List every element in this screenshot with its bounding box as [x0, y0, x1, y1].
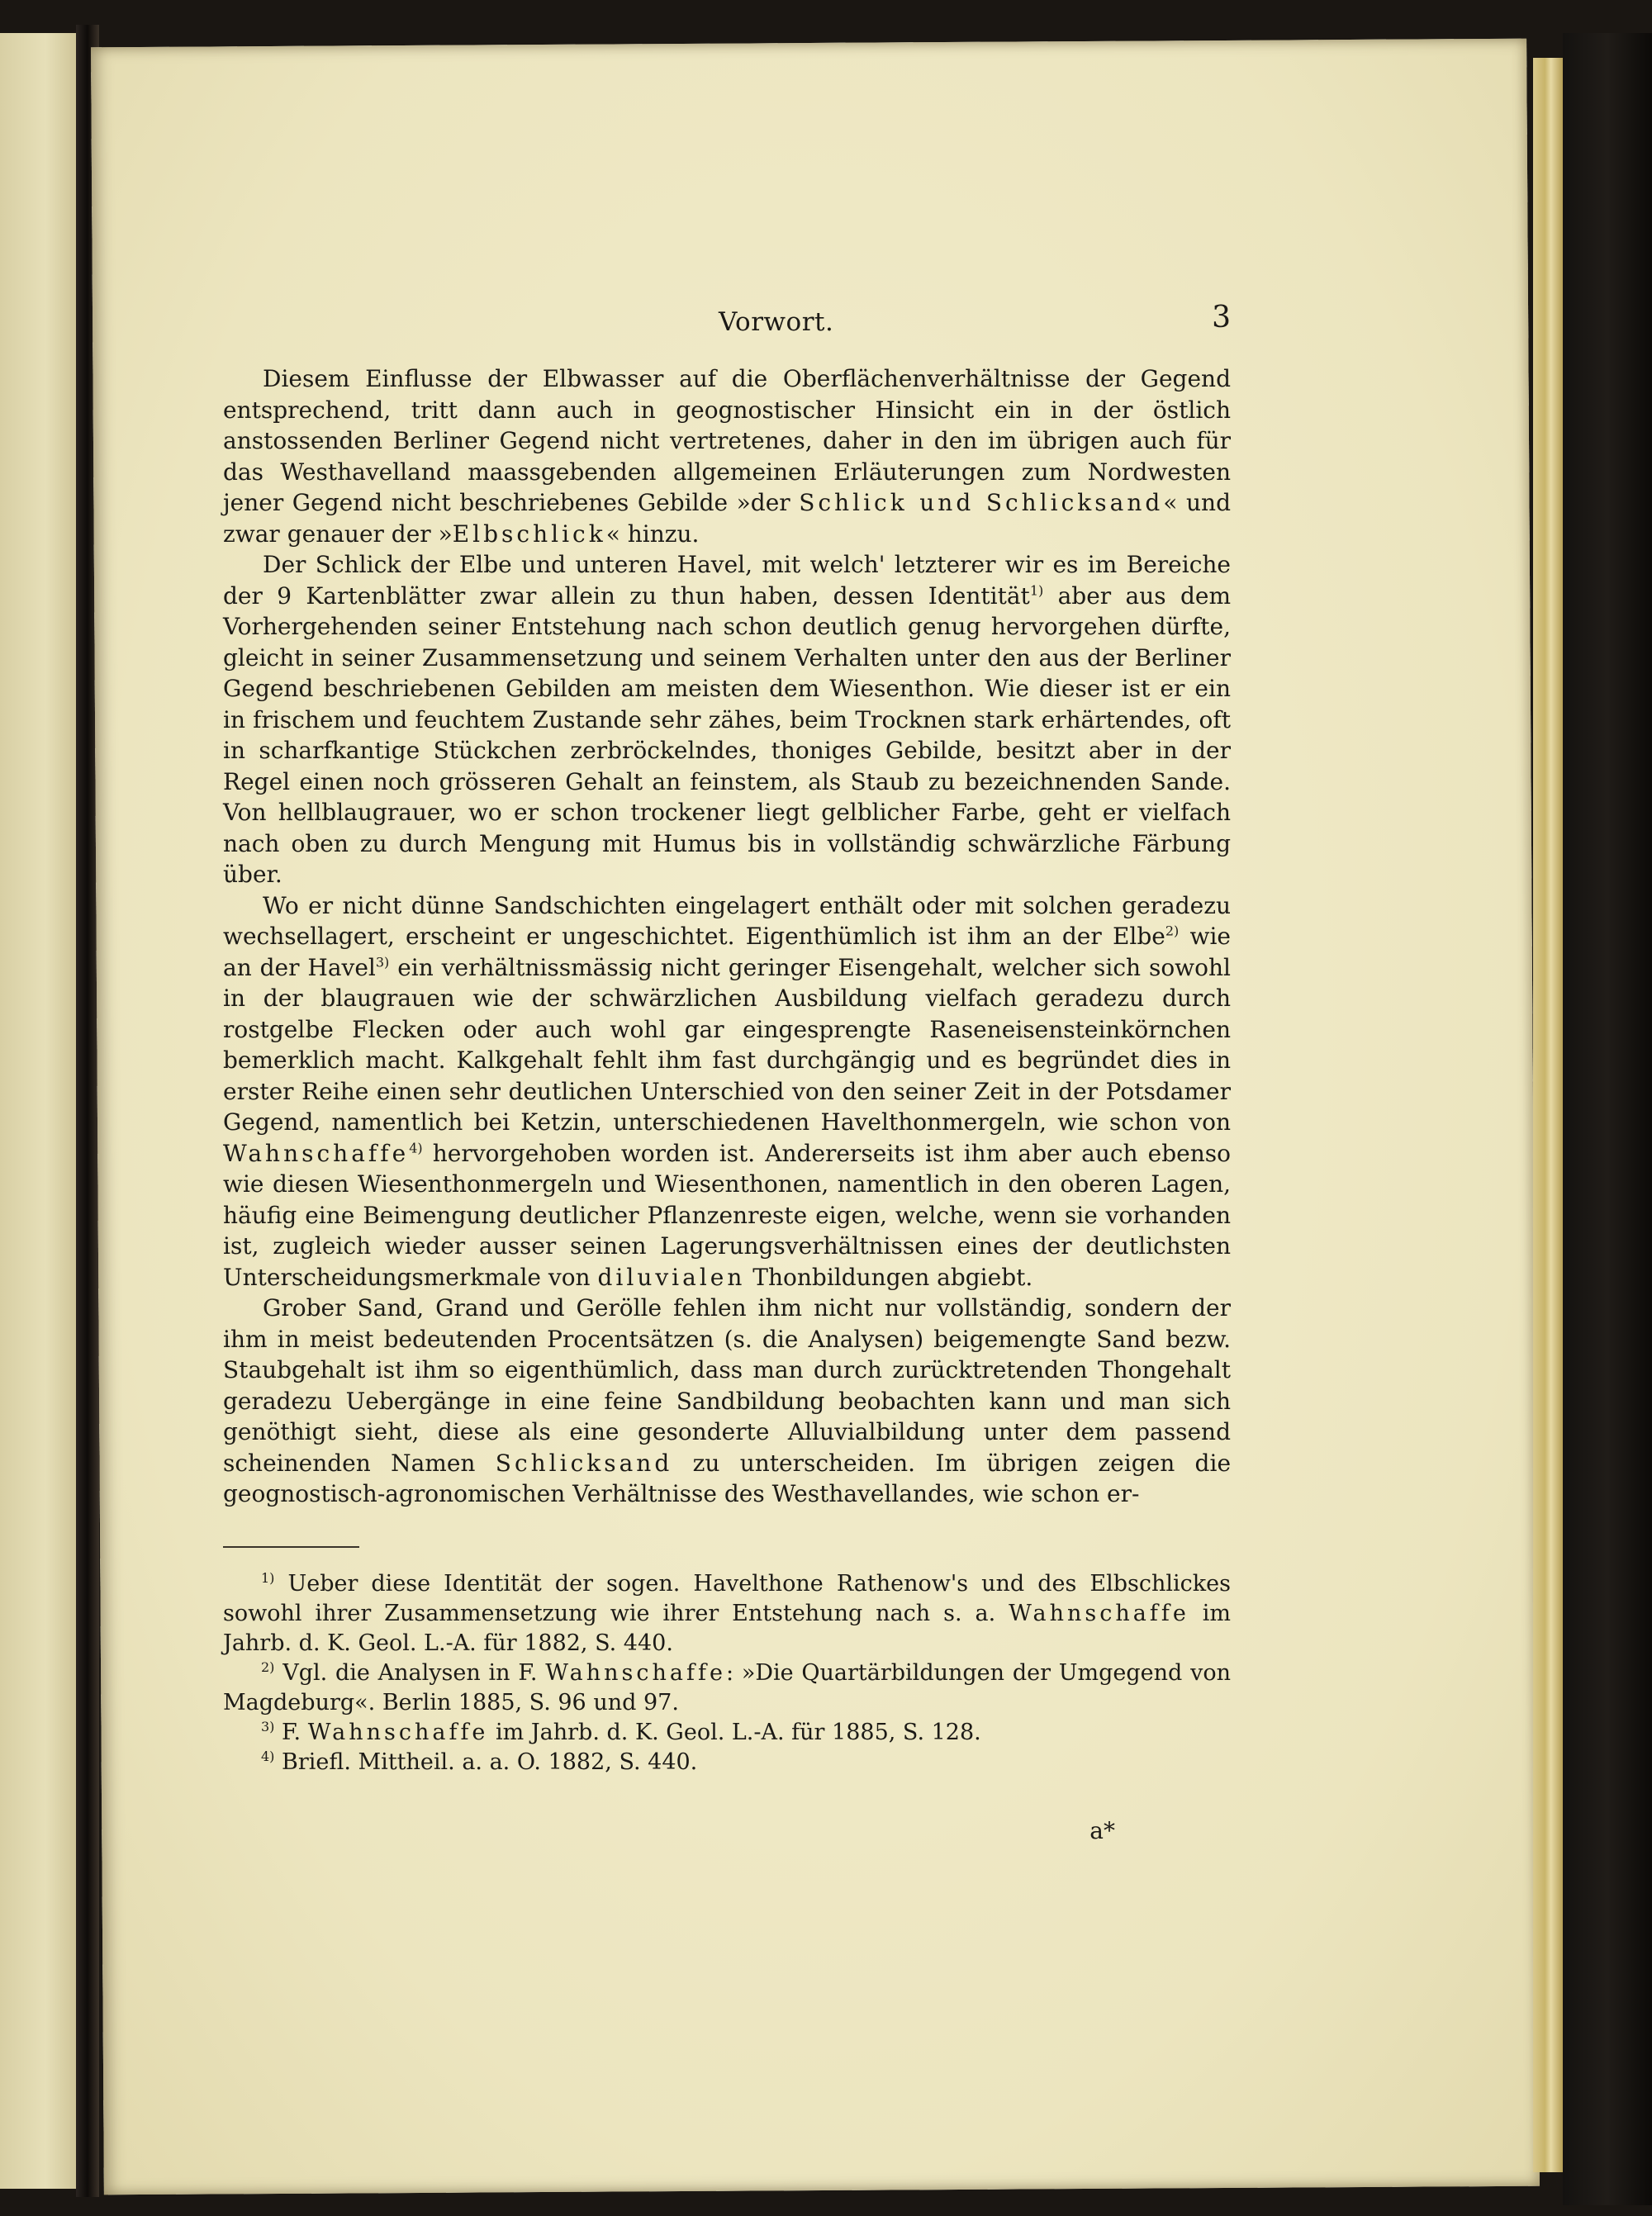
text-run: F. [274, 1719, 308, 1745]
text-run: « und zwar genauer der » [223, 489, 1231, 548]
text-run: Thonbildungen abgiebt. [745, 1263, 1033, 1291]
paragraph-1 [223, 363, 1231, 549]
footnote-ref: 2) [1165, 923, 1180, 939]
paragraph-4 [223, 1293, 1231, 1510]
footnote-3 [223, 1718, 1231, 1748]
text-run: Wo er nicht dünne Sandschichten eingelagert enthält oder mit solchen geradezu wechsellagert, erscheint er ungeschichtet. Eigenthümlich ist ihm an der Elbe [223, 891, 1231, 950]
page-number: 3 [1212, 301, 1231, 335]
text-run: hervorgehoben worden ist. Andererseits ist ihm aber auch ebenso wie diesen Wiesenthonmergeln und Wiesenthonen, namentlich in den oberen Lagen, häufig eine Beimengung deutlicher Pflanzenreste eigen, welche, wenn sie vorhanden ist, zugleich wieder ausser seinen Lagerungsverhältnissen eines der deutlichsten Unterscheidungsmerkmale von [223, 1139, 1231, 1291]
footnotes [223, 1569, 1231, 1777]
text-block [223, 297, 1232, 1844]
page-edges [1533, 58, 1563, 2172]
paragraph-2 [223, 549, 1231, 890]
signature-mark: a* [1089, 1817, 1115, 1844]
text-run: Ueber diese Identität der sogen. Havelthone Rathenow's und des Elbschlickes sowohl ihrer Zusammensetzung wie ihrer Entstehung nach s. a. [223, 1570, 1231, 1626]
running-header [223, 297, 1231, 347]
text-run: im Jahrb. d. K. Geol. L.-A. für 1882, S. 440. [223, 1600, 1231, 1656]
footnote-marker: 2) [261, 1658, 275, 1675]
footnote-ref: 3) [375, 954, 390, 970]
text-run: : »Die Quartärbildungen der Umgegend von Magdeburg«. Berlin 1885, S. 96 und 97. [223, 1659, 1232, 1715]
body-text [223, 363, 1231, 1510]
footnote-2 [223, 1658, 1231, 1718]
text-run: Der Schlick der Elbe und unteren Havel, mit welch' letzterer wir es im Bereiche der 9 Kartenblätter zwar allein zu thun haben, dessen Identität [223, 551, 1231, 610]
left-facing-page [0, 33, 76, 2189]
text-run: wie an der Havel [223, 923, 1231, 981]
text-run: Diesem Einflusse der Elbwasser auf die Oberflächenverhältnisse der Gegend entsprechend, tritt dann auch in geognostischer Hinsicht ein in der östlich anstossenden Berliner Gegend nicht vertretenes, daher in den im übrigen auch für das Westhavelland maassgebenden allgemeinen Erläuterungen zum Nordwesten jener Gegend nicht beschriebenes Gebilde »der [223, 365, 1231, 516]
paragraph-3 [223, 890, 1231, 1293]
footnote-marker: 3) [261, 1718, 275, 1734]
text-run: « hinzu. [605, 520, 700, 548]
text-run: aber aus dem Vorhergehenden seiner Entstehung nach schon deutlich genug hervorgehen dürfte, gleicht in seiner Zusammensetzung und seinem Verhalten unter den aus der Berliner Gegend beschriebenen Gebilden am meisten dem Wiesenthon. Wie dieser ist er ein in frischem und feuchtem Zustande sehr zähes, beim Trocknen stark erhärtendes, oft in scharfkantige Stückchen zerbröckelndes, thoniges Gebilde, besitzt aber in der Regel einen noch grösseren Gehalt an feinstem, als Staub zu bezeichnenden Sande. Von hellblaugrauer, wo er schon trockener liegt gelblicher Farbe, geht er vielfach nach oben zu durch Mengung mit Humus bis in vollständig schwärzliche Färbung über. [223, 581, 1231, 888]
spaced-term: Schlick und Schlicksand [799, 489, 1164, 516]
book-cover-edge [1563, 33, 1652, 2205]
spaced-term: diluvialen [597, 1263, 746, 1291]
page-title: Vorwort. [719, 307, 834, 337]
text-run: Grober Sand, Grand und Gerölle fehlen ihm nicht nur vollständig, sondern der ihm in meist bedeutenden Procentsätzen (s. die Analysen) beigemengte Sand bezw. Staubgehalt ist ihm so eigenthümlich, dass man durch zurücktretenden Thongehalt geradezu Uebergänge in eine feine Sandbildung beobachten kann und man sich genöthigt sieht, diese als eine gesonderte Alluvialbildung unter dem passend scheinenden Namen [223, 1294, 1231, 1477]
footnote-1 [223, 1569, 1231, 1658]
footnote-marker: 4) [261, 1748, 275, 1764]
text-run: ein verhältnissmässig nicht geringer Eisengehalt, welcher sich sowohl in der blaugrauen wie der schwärzlichen Ausbildung vielfach geradezu durch rostgelbe Flecken oder auch wohl gar eingesprengte Raseneisensteinkörnchen bemerklich macht. Kalkgehalt fehlt ihm fast durchgängig und es begründet dies in erster Reihe einen sehr deutlichen Unterschied von den seiner Zeit in der Potsdamer Gegend, namentlich bei Ketzin, unterschiedenen Havelthonmergeln, wie schon von [223, 953, 1231, 1136]
spaced-term: Wahnschaffe [223, 1139, 410, 1167]
footnote-marker: 1) [261, 1569, 275, 1586]
text-run: Briefl. Mittheil. a. a. O. 1882, S. 440. [274, 1749, 698, 1775]
text-run: Vgl. die Analysen in F. [274, 1659, 546, 1686]
spaced-term: Wahnschaffe [1009, 1600, 1189, 1626]
spaced-term: Schlicksand [495, 1449, 673, 1477]
spaced-term: Elbschlick [452, 520, 606, 548]
footnote-separator [223, 1546, 359, 1548]
spaced-term: Wahnschaffe [307, 1719, 489, 1745]
spaced-term: Wahnschaffe [545, 1659, 726, 1686]
text-run: im Jahrb. d. K. Geol. L.-A. für 1885, S. 128. [488, 1719, 981, 1745]
footnote-ref: 4) [409, 1140, 423, 1156]
text-run: zu unterscheiden. Im übrigen zeigen die geognostisch-agronomischen Verhältnisse des Westhavellandes, wie schon er- [223, 1449, 1232, 1507]
footnote-ref: 1) [1029, 582, 1044, 599]
footnote-4 [223, 1748, 1231, 1777]
